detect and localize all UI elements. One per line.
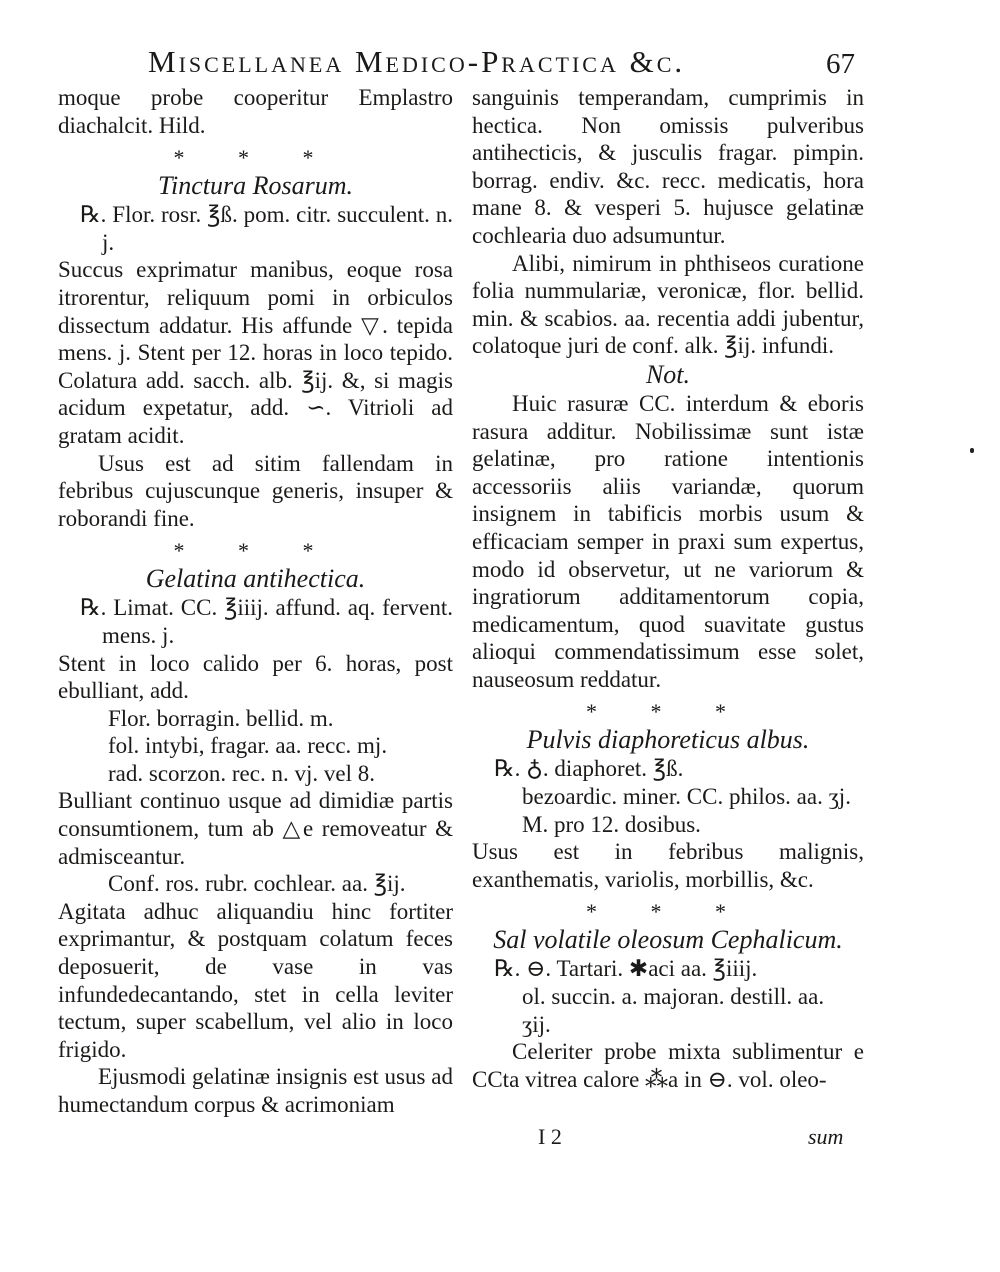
- paragraph-stent: Stent in loco calido per 6. horas, post ebulliant, add.: [58, 650, 453, 704]
- ingredient-line: bezoardic. miner. CC. philos. aa. ʒj.: [522, 784, 851, 810]
- section-heading-not: Not.: [645, 359, 691, 389]
- paragraph-bulliant: Bulliant continuo usque ad dimidiæ partis consumtionem, tum ab △e removeatur & admisceantur.: [58, 788, 453, 869]
- ingredient-line: M. pro 12. dosibus.: [522, 811, 701, 837]
- section-separator: * * *: [173, 538, 338, 564]
- section-heading-tinctura: Tinctura Rosarum.: [157, 171, 354, 201]
- catchword: sum: [808, 1124, 844, 1149]
- ingredient-line: rad. scorzon. rec. n. vj. vel 8.: [108, 760, 375, 786]
- section-heading-sal: Sal volatile oleosum Cephalicum.: [493, 925, 843, 955]
- paragraph-alibi: Alibi, nimirum in phthiseos curatione folia nummulariæ, veronicæ, flor. bellid. min. & scabios. aa. recentia addi jubentur, colatoque juri de conf. alk. ℥ij. infundi.: [472, 250, 864, 359]
- ingredient-line: Flor. borragin. bellid. m.: [108, 705, 334, 731]
- section-separator: * * *: [586, 699, 750, 725]
- ink-speck: [970, 448, 974, 453]
- right-column: [472, 84, 864, 1093]
- signature-mark: I 2: [538, 1124, 562, 1149]
- paragraph-huic: Huic rasuræ CC. interdum & eboris rasura additur. Nobilissimæ sunt istæ gelatinæ, pro ratione intentionis accessoriis aliis variandæ, quorum insignem in tabificis morbis usum & efficaciam semper in praxi sum expertus, modo id observetur, ut ne variorum & ingratiorum additamentorum copia, medicamentum, quod suavitate gustus alioqui commendatissimum esse solet, nauseosum reddatur.: [472, 390, 864, 692]
- ingredient-line: fol. intybi, fragar. aa. recc. mj.: [108, 733, 388, 759]
- section-separator: * * *: [173, 145, 338, 171]
- recipe-gelatina: ℞. Limat. CC. ℥iiij. affund. aq. fervent. mens. j.: [80, 595, 453, 648]
- recipe-pulvis: ℞. ♁. diaphoret. ℥ß.: [494, 756, 684, 782]
- recipe-tinctura: ℞. Flor. rosr. ℥ß. pom. citr. succulent. n. j.: [80, 202, 453, 255]
- paragraph-usus-tinctura: Usus est ad sitim fallendam in febribus cujuscunque generis, insuper & roborandi fine.: [58, 450, 453, 531]
- paragraph-ejusmodi: Ejusmodi gelatinæ insignis est usus ad humectandum corpus & acrimoniam: [58, 1064, 453, 1117]
- left-column: [58, 84, 453, 1119]
- ingredient-line: ol. succin. a. majoran. destill. aa.: [522, 984, 825, 1010]
- section-separator: * * *: [586, 899, 750, 925]
- continuation-line: moque probe cooperitur Emplastro diachalcit. Hild.: [58, 85, 453, 138]
- paragraph-usus-pulvis: Usus est in febribus malignis, exanthematis, variolis, morbillis, &c.: [472, 839, 864, 892]
- paragraph-agitata: Agitata adhuc aliquandiu hinc fortiter exprimantur, & postquam colatum feces deposuerit, de vase in vas infundedecantando, stet in cella leviter tectum, super scabellum, vel alio in loco frigido.: [58, 898, 453, 1062]
- paragraph-sanguinis: sanguinis temperandam, cumprimis in hectica. Non omissis pulveribus antihecticis, & jusculis fragar. pimpin. borrag. endiv. &c. recc. medicatis, hora mane 8. & vesperi 5. hujusce gelatinæ cochlearia duo adsumuntur.: [472, 85, 864, 248]
- section-heading-pulvis: Pulvis diaphoreticus albus.: [526, 725, 810, 755]
- ingredient-line: ʒij.: [522, 1011, 551, 1037]
- recipe-sal: ℞. ⊖. Tartari. ✱aci aa. ℥iiij.: [494, 956, 758, 982]
- section-heading-gelatina: Gelatina antihectica.: [145, 564, 366, 594]
- running-head: Miscellanea Medico-Practica &c.: [148, 44, 686, 79]
- paragraph-succus: Succus exprimatur manibus, eoque rosa itrorentur, reliquum pomi in orbiculos dissectum addatur. His affunde ▽. tepida mens. j. Stent per 12. horas in loco tepido. Colatura add. sacch. alb. ℥ij. &, si magis acidum expetatur, add. ∽. Vitrioli ad gratam acidit.: [58, 257, 453, 448]
- ingredient-line: Conf. ros. rubr. cochlear. aa. ℥ij.: [108, 871, 406, 897]
- page-number: 67: [826, 48, 855, 80]
- paragraph-celeriter: Celeriter probe mixta sublimentur e CCta vitrea calore ⁂a in ⊖. vol. oleo-: [472, 1039, 864, 1092]
